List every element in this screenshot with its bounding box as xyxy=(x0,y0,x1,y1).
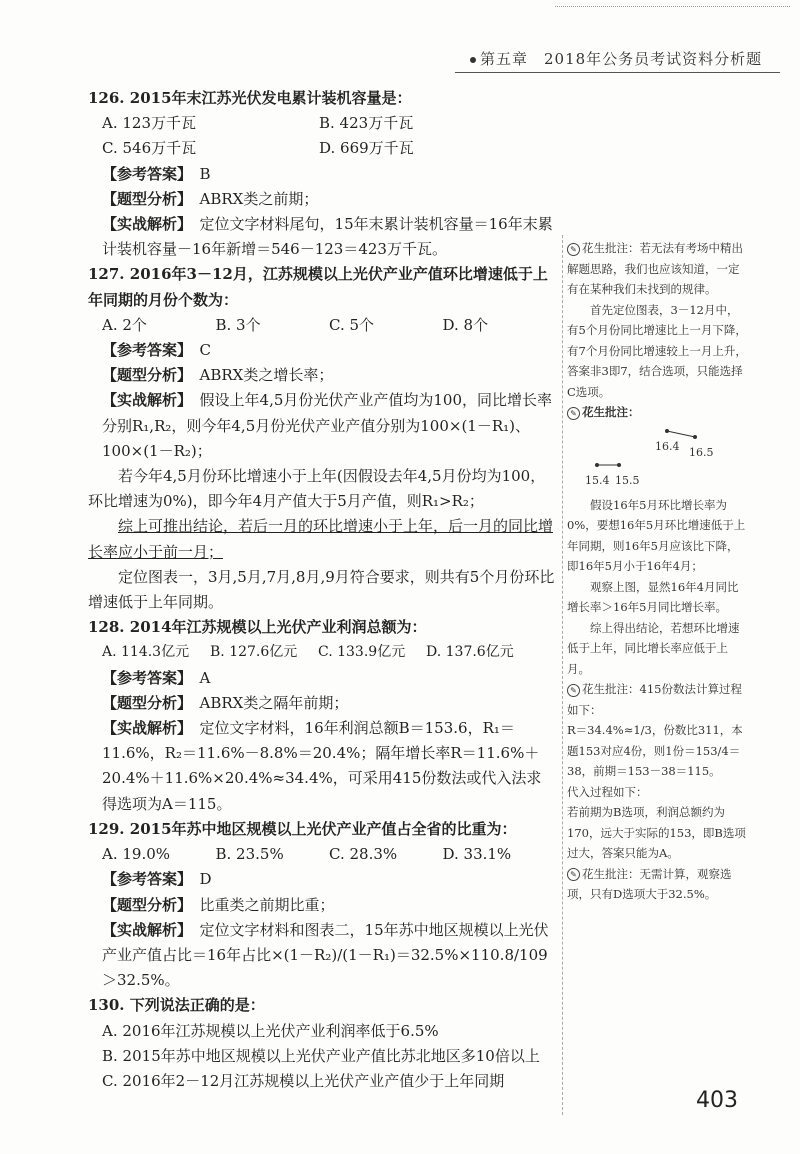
margin-note: 综上得出结论，若想环比增速低于上年，同比增长率应低于上月。 xyxy=(567,620,740,676)
question-title: 129. 2015年苏中地区规模以上光伏产业产值占全省的比重为： xyxy=(88,819,517,838)
option-a: A. 19.0% xyxy=(102,845,171,864)
type-value: ABRX类之增长率； xyxy=(199,366,334,385)
answer-label: 【参考答案】 xyxy=(102,870,185,889)
peanut-note-icon: ✎ xyxy=(567,684,580,697)
answer-value: A xyxy=(199,668,211,687)
analysis-underlined: 综上可推出结论，若后一月的环比增速小于上年，后一月的同比增长率应小于前一月； xyxy=(88,517,554,561)
margin-note: 代入过程如下： xyxy=(567,784,648,799)
point-15-5 xyxy=(617,463,621,467)
note-text: 花生批注：若无法有考场中精出解题思路，我们也应该知道，一定有在某种我们未找到的规律。 xyxy=(567,241,743,296)
label-15-4: 15.4 xyxy=(585,473,610,487)
type-label: 【题型分析】 xyxy=(102,693,185,712)
option-c: C. 28.3% xyxy=(329,845,398,864)
analysis-paragraph: 若今年4,5月份环比增速小于上年(因假设去年4,5月份均为100，环比增速为0%)，即今年4月产值大于5月产值，则R₁>R₂； xyxy=(88,467,546,511)
option-a: A. 2016年江苏规模以上光伏产业利润率低于6.5% xyxy=(102,1021,439,1040)
options-row xyxy=(88,640,556,665)
margin-note: 观察上图，显然16年4月同比增长率＞16年5月同比增长率。 xyxy=(567,579,739,614)
options-row xyxy=(88,842,556,867)
analysis-label: 【实战解析】 xyxy=(102,391,185,410)
analysis-label: 【实战解析】 xyxy=(102,215,185,234)
analysis-line xyxy=(88,716,556,817)
top-dotted-line xyxy=(555,6,790,7)
point-15-4 xyxy=(595,463,599,467)
label-16-4: 16.4 xyxy=(655,439,680,453)
analysis-line xyxy=(88,388,556,464)
type-label: 【题型分析】 xyxy=(102,366,185,385)
header-bullet-icon xyxy=(470,57,476,63)
margin-note xyxy=(567,679,747,720)
main-column xyxy=(88,86,556,1094)
question-129 xyxy=(88,817,556,993)
analysis-text: 定位文字材料，16年利润总额B＝153.6，R₁＝11.6%，R₂＝11.6%－8.8%＝20.4%；隔年增长率R＝11.6%＋20.4%＋11.6%×20.4%≈34.4%，可采用415份数法或代入法求得选项为A＝115。 xyxy=(102,719,542,813)
margin-note-label xyxy=(567,402,747,423)
answer-label: 【参考答案】 xyxy=(102,164,185,183)
option-c: C. 546万千瓦 xyxy=(102,139,197,158)
options-row xyxy=(88,313,556,338)
note-text: 花生批注：415份数法计算过程如下： xyxy=(567,682,742,717)
option-b: B. 2015年苏中地区规模以上光伏产业产值比苏北地区多10倍以上 xyxy=(102,1046,540,1065)
answer-line xyxy=(88,666,556,691)
question-128 xyxy=(88,615,556,817)
peanut-note-icon: ✎ xyxy=(567,243,580,256)
margin-divider xyxy=(562,235,563,1115)
peanut-note-icon: ✎ xyxy=(567,868,580,881)
question-127 xyxy=(88,262,556,615)
analysis-label: 【实战解析】 xyxy=(102,719,185,738)
question-title: 127. 2016年3－12月，江苏规模以上光伏产业产值环比增速低于上年同期的月份个数为： xyxy=(88,265,548,309)
answer-label: 【参考答案】 xyxy=(102,668,185,687)
analysis-text: 定位文字材料和图表二，15年苏中地区规模以上光伏产业产值占比＝16年占比×(1－R₂)/(1－R₁)＝32.5%×110.8/109＞32.5%。 xyxy=(102,920,549,990)
option-c: C. 133.9亿元 xyxy=(318,644,406,661)
trend-diagram xyxy=(567,423,747,495)
type-value: ABRX类之隔年前期； xyxy=(199,693,349,712)
type-line xyxy=(88,893,556,918)
option-b: B. 127.6亿元 xyxy=(210,644,298,661)
question-130 xyxy=(88,993,556,1094)
option-a: A. 2个 xyxy=(102,315,147,334)
analysis-line xyxy=(88,212,556,262)
margin-notes xyxy=(567,238,747,905)
question-title: 130. 下列说法正确的是： xyxy=(88,996,265,1015)
type-value: ABRX类之前期； xyxy=(199,189,319,208)
options-row xyxy=(88,136,556,161)
margin-note xyxy=(567,864,747,905)
question-126 xyxy=(88,86,556,262)
option-b: B. 23.5% xyxy=(215,845,284,864)
margin-note: 假设16年5月环比增长率为0%，要想16年5月环比增速低于上年同期，则16年5月应该比下降，即16年5月小于16年4月； xyxy=(567,497,746,573)
option-d: D. 8个 xyxy=(442,315,489,334)
page-number: 403 xyxy=(696,1088,738,1113)
point-16-5 xyxy=(693,435,697,439)
type-line xyxy=(88,187,556,212)
answer-line xyxy=(88,867,556,892)
analysis-line xyxy=(88,918,556,994)
analysis-paragraph: 定位图表一，3月,5月,7月,8月,9月符合要求，则共有5个月份环比增速低于上年同期。 xyxy=(88,567,555,612)
answer-value: D xyxy=(199,870,212,889)
question-title: 126. 2015年末江苏光伏发电累计装机容量是： xyxy=(88,89,412,107)
analysis-paragraph xyxy=(88,514,556,564)
answer-label: 【参考答案】 xyxy=(102,341,185,360)
option-a: A. 123万千瓦 xyxy=(102,114,196,133)
margin-note: 首先定位图表，3－12月中，有5个月份同比增速比上一月下降，有7个月份同比增速较上一月上升，答案非3即7，结合选项，只能选择C选项。 xyxy=(567,302,747,399)
point-16-4 xyxy=(665,429,669,433)
option-c: C. 2016年2－12月江苏规模以上光伏产业产值少于上年同期 xyxy=(102,1071,505,1090)
answer-value: C xyxy=(199,341,212,360)
peanut-note-icon: ✎ xyxy=(567,407,580,420)
question-title: 128. 2014年江苏规模以上光伏产业利润总额为： xyxy=(88,618,427,637)
label-15-5: 15.5 xyxy=(615,473,640,487)
option-d: D. 669万千瓦 xyxy=(319,139,414,158)
option-a: A. 114.3亿元 xyxy=(102,644,190,661)
answer-line xyxy=(88,338,556,363)
option-b: B. 3个 xyxy=(215,315,261,334)
note-text: 花生批注：无需计算，观察选项，只有D选项大于32.5%。 xyxy=(567,866,732,901)
option-d: D. 33.1% xyxy=(442,845,512,864)
header-rule xyxy=(455,72,780,73)
options-row xyxy=(88,111,556,136)
type-line xyxy=(88,691,556,716)
option-c: C. 5个 xyxy=(329,315,375,334)
margin-note: R＝34.4%≈1/3，份数比311，本题153对应4份，则1份＝153/4＝38，前期＝153－38＝115。 xyxy=(567,723,743,778)
type-value: 比重类之前期比重； xyxy=(199,895,335,914)
header-text: 第五章 2018年公务员考试资料分析题 xyxy=(480,50,763,68)
running-header xyxy=(470,48,800,69)
type-line xyxy=(88,363,556,388)
margin-note: 若前期为B选项，利润总额约为170，远大于实际的153，即B选项过大，答案只能为A。 xyxy=(567,805,746,860)
label-16-5: 16.5 xyxy=(689,445,714,459)
analysis-text: 假设上年4,5月份光伏产业产值均为100，同比增长率分别R₁,R₂，则今年4,5月份光伏产业产值分别为100×(1－R₁)、100×(1－R₂)； xyxy=(102,391,553,460)
option-d: D. 137.6亿元 xyxy=(426,644,514,661)
note-label-text: 花生批注： xyxy=(582,405,640,419)
analysis-label: 【实战解析】 xyxy=(102,920,185,939)
answer-value: B xyxy=(199,164,211,183)
type-label: 【题型分析】 xyxy=(102,189,185,208)
margin-note xyxy=(567,238,747,300)
type-label: 【题型分析】 xyxy=(102,895,185,914)
option-b: B. 423万千瓦 xyxy=(319,114,414,133)
analysis-text: 定位文字材料尾句，15年末累计装机容量＝16年末累计装机容量－16年新增＝546－123＝423万千瓦。 xyxy=(102,215,553,259)
answer-line xyxy=(88,162,556,187)
